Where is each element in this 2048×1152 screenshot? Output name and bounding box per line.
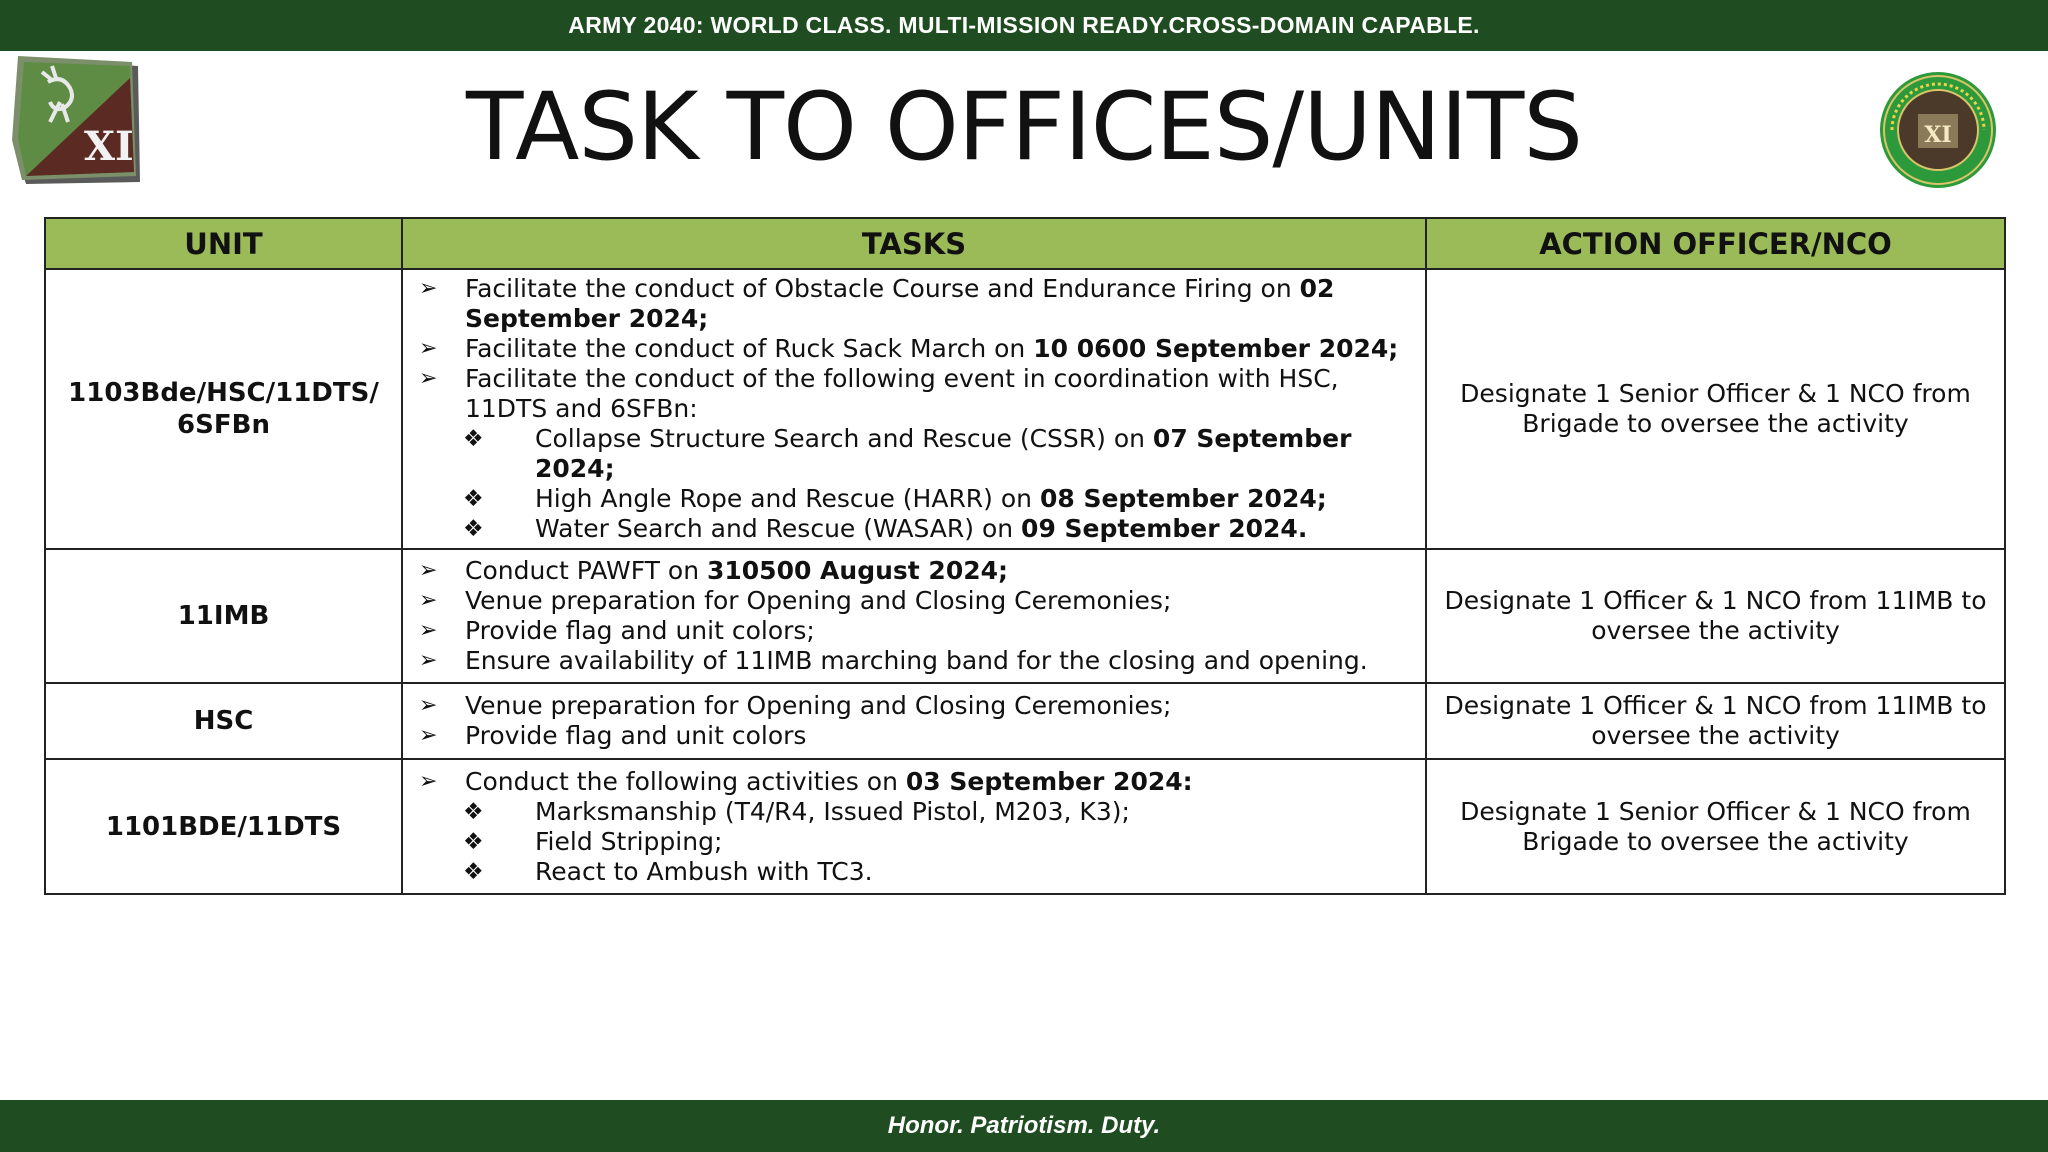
arrowhead-bullet-icon: ➢ (419, 276, 438, 301)
sub-task-item (419, 857, 1415, 887)
four-diamond-bullet-icon: ❖ (463, 426, 484, 452)
four-diamond-bullet-icon: ❖ (463, 486, 484, 512)
task-text-plain: Marksmanship (T4/R4, Issued Pistol, M203, K3); (535, 796, 1130, 826)
task-text (465, 721, 1415, 751)
task-text-plain: Venue preparation for Opening and Closing Ceremonies; (465, 691, 1172, 720)
task-text (465, 274, 1415, 334)
header-action-officer: ACTION OFFICER/NCO (1426, 218, 2005, 269)
action-officer-cell: Designate 1 Senior Officer & 1 NCO from Brigade to oversee the activity (1426, 759, 2005, 894)
task-item (419, 721, 1415, 751)
task-text (465, 586, 1415, 616)
task-item (419, 616, 1415, 646)
four-diamond-bullet-icon: ❖ (463, 798, 484, 825)
task-text-plain: Provide flag and unit colors; (465, 616, 815, 645)
task-text (535, 827, 1415, 857)
arrowhead-bullet-icon: ➢ (419, 648, 438, 673)
unit-cell: 1101BDE/11DTS (45, 759, 402, 894)
arrowhead-bullet-icon: ➢ (419, 693, 438, 718)
task-text-plain: Water Search and Rescue (WASAR) on (535, 514, 1022, 543)
task-text (535, 484, 1415, 514)
task-text (535, 797, 1415, 827)
task-item (419, 364, 1415, 424)
table-row (45, 759, 2005, 894)
task-list (419, 767, 1415, 887)
task-text-plain: Conduct the following activities on (465, 766, 906, 796)
action-officer-cell: Designate 1 Senior Officer & 1 NCO from Brigade to oversee the activity (1426, 269, 2005, 549)
task-text-plain: Facilitate the conduct of the following event in coordination with HSC, 11DTS and 6SFBn: (465, 364, 1339, 423)
top-banner (0, 0, 2048, 51)
task-text-bold: 10 0600 September 2024; (1033, 334, 1399, 363)
task-item (419, 586, 1415, 616)
unit-cell: 11IMB (45, 549, 402, 683)
task-text-plain: Facilitate the conduct of Ruck Sack March on (465, 334, 1034, 363)
table-header-row (45, 218, 2005, 269)
task-text-plain: React to Ambush with TC3. (535, 856, 873, 886)
task-text-bold: 03 September 2024: (905, 766, 1193, 796)
task-text-plain: Provide flag and unit colors (465, 721, 807, 750)
header-tasks: TASKS (402, 218, 1426, 269)
task-text (465, 334, 1415, 364)
task-text (465, 364, 1415, 424)
sub-task-item (419, 797, 1415, 827)
task-item (419, 767, 1415, 797)
task-text-plain: Ensure availability of 11IMB marching band for the closing and opening. (465, 646, 1368, 675)
sub-task-item (419, 424, 1415, 484)
bottom-banner (0, 1100, 2048, 1152)
task-text-bold: 08 September 2024; (1039, 484, 1327, 513)
task-item (419, 334, 1415, 364)
task-text (535, 857, 1415, 887)
page-title: TASK TO OFFICES/UNITS (465, 73, 1583, 182)
four-diamond-bullet-icon: ❖ (463, 516, 484, 542)
sub-task-item (419, 514, 1415, 544)
task-list (419, 556, 1415, 676)
arrowhead-bullet-icon: ➢ (419, 723, 438, 748)
arrowhead-bullet-icon: ➢ (419, 768, 438, 794)
task-text-plain: Venue preparation for Opening and Closing Ceremonies; (465, 586, 1172, 615)
task-text (465, 691, 1415, 721)
task-text-plain: Field Stripping; (535, 826, 723, 856)
unit-cell: HSC (45, 683, 402, 759)
task-text (535, 514, 1415, 544)
header-unit: UNIT (45, 218, 402, 269)
tasks-cell (402, 759, 1426, 894)
sub-task-item (419, 827, 1415, 857)
task-text-bold: 310500 August 2024; (706, 556, 1009, 585)
action-officer-cell: Designate 1 Officer & 1 NCO from 11IMB to oversee the activity (1426, 549, 2005, 683)
emblem-lettering: XI (84, 123, 134, 170)
task-text-bold: 07 September 2024; (535, 424, 1352, 483)
task-text-plain: Collapse Structure Search and Rescue (CSSR) on (535, 424, 1153, 453)
arrowhead-bullet-icon: ➢ (419, 588, 438, 613)
arrowhead-bullet-icon: ➢ (419, 558, 438, 583)
task-list (419, 274, 1415, 544)
table-row (45, 683, 2005, 759)
arrowhead-bullet-icon: ➢ (419, 618, 438, 643)
task-item (419, 646, 1415, 676)
sub-task-item (419, 484, 1415, 514)
task-item (419, 691, 1415, 721)
task-item (419, 274, 1415, 334)
task-text-plain: High Angle Rope and Rescue (HARR) on (535, 484, 1040, 513)
tasks-cell (402, 683, 1426, 759)
task-list (419, 691, 1415, 751)
table-row (45, 269, 2005, 549)
table-row (45, 549, 2005, 683)
banner-text: ARMY 2040: WORLD CLASS. MULTI-MISSION READY.CROSS-DOMAIN CAPABLE. (568, 12, 1480, 38)
arrowhead-bullet-icon: ➢ (419, 336, 438, 361)
four-diamond-bullet-icon: ❖ (463, 828, 484, 855)
task-text (465, 616, 1415, 646)
unit-cell: 1103Bde/HSC/11DTS/ 6SFBn (45, 269, 402, 549)
task-text-bold: 02 September 2024; (465, 274, 1335, 333)
task-text-plain: Facilitate the conduct of Obstacle Course and Endurance Firing on (465, 274, 1300, 303)
task-text (465, 646, 1415, 676)
task-text-plain: Conduct PAWFT on (465, 556, 707, 585)
action-officer-cell: Designate 1 Officer & 1 NCO from 11IMB to oversee the activity (1426, 683, 2005, 759)
tasks-cell (402, 269, 1426, 549)
task-table (44, 217, 2006, 895)
motto-text: Honor. Patriotism. Duty. (887, 1112, 1161, 1139)
four-diamond-bullet-icon: ❖ (463, 858, 484, 885)
task-item (419, 556, 1415, 586)
arrowhead-bullet-icon: ➢ (419, 366, 438, 391)
task-text-bold: 09 September 2024. (1021, 514, 1308, 543)
svg-text:XI: XI (1924, 122, 1952, 148)
tasks-cell (402, 549, 1426, 683)
task-text (535, 424, 1415, 484)
task-text (465, 556, 1415, 586)
task-text (465, 767, 1415, 797)
